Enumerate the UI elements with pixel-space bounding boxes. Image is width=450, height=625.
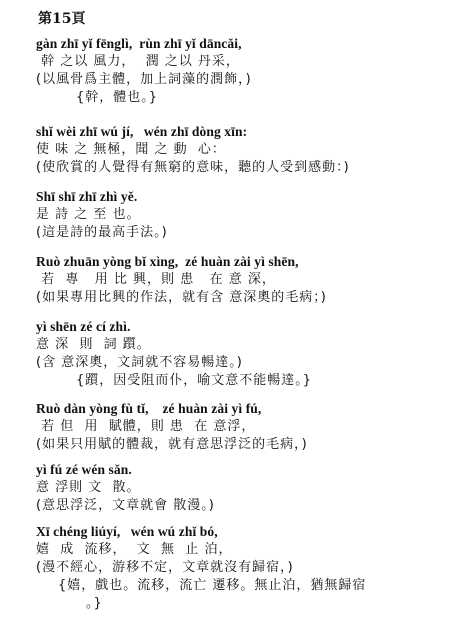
chinese-text-line: 是 詩 之 至 也。	[36, 207, 141, 222]
verse-section-6	[36, 400, 436, 454]
explanation-line: (意思浮泛，文章就會 散漫。)	[36, 498, 215, 513]
annotation-note: {嬉，戲也。流移，流亡 遷移。無止泊，猶無歸宿	[58, 578, 367, 593]
chinese-text-line: 嬉 成 流移， 文 無 止 泊，	[36, 542, 233, 557]
pinyin-line: yì shēn zé cí zhì.	[36, 319, 131, 334]
chinese-text-line: 意 深 則 詞 躓。	[36, 337, 151, 352]
page-number: 第15頁	[38, 11, 86, 27]
verse-section-8	[36, 523, 436, 613]
chinese-text-line: 使 味 之 無極，聞 之 動 心：	[36, 142, 226, 157]
explanation-line: (以風骨爲主體，加上詞藻的潤飾，)	[36, 72, 252, 87]
explanation-line: (如果專用比興的作法，就有含 意深奧的毛病；)	[36, 290, 327, 305]
pinyin-line: shǐ wèi zhī wú jí, wén zhī dòng xīn:	[36, 124, 248, 139]
verse-section-3	[36, 188, 436, 242]
annotation-note-continuation: 。}	[86, 596, 103, 611]
chinese-text-line: 幹 之以 風力， 潤 之以 丹采，	[36, 54, 240, 69]
pinyin-line: Ruò zhuān yòng bǐ xìng, zé huàn zài yì shēn,	[36, 254, 299, 269]
verse-section-2	[36, 123, 436, 177]
chinese-text-line: 意 浮則 文 散。	[36, 480, 141, 495]
pinyin-line: gàn zhī yǐ fēnglì, rùn zhī yǐ dāncǎi,	[36, 36, 242, 51]
pinyin-line: Ruò dàn yòng fù tǐ, zé huàn zài yì fú,	[36, 401, 262, 416]
pinyin-line: Xī chéng liúyí, wén wú zhǐ bó,	[36, 524, 218, 539]
explanation-line: (這是詩的最高手法。)	[36, 225, 168, 240]
pinyin-line: Shī shī zhī zhì yě.	[36, 189, 138, 204]
pinyin-line: yì fú zé wén sǎn.	[36, 462, 132, 477]
explanation-line: (如果只用賦的體裁，就有意思浮泛的毛病，)	[36, 437, 308, 452]
explanation-line: (漫不經心，游移不定，文章就沒有歸宿，)	[36, 560, 294, 575]
explanation-line: (含 意深奧，文詞就不容易暢達。)	[36, 355, 243, 370]
verse-section-7	[36, 461, 436, 515]
verse-section-4	[36, 253, 436, 307]
chinese-text-line: 若 但 用 賦體，則 患 在 意浮，	[36, 419, 256, 434]
annotation-note: {躓，因受阻而仆，喻文意不能暢達。}	[76, 373, 313, 388]
annotation-note: {幹，體也。}	[76, 90, 159, 105]
verse-section-5	[36, 318, 436, 390]
verse-section-1	[36, 35, 436, 107]
explanation-line: (使欣賞的人覺得有無窮的意味，聽的人受到感動：)	[36, 160, 350, 175]
chinese-text-line: 若 專 用 比 興，則 患 在 意 深，	[36, 272, 276, 287]
